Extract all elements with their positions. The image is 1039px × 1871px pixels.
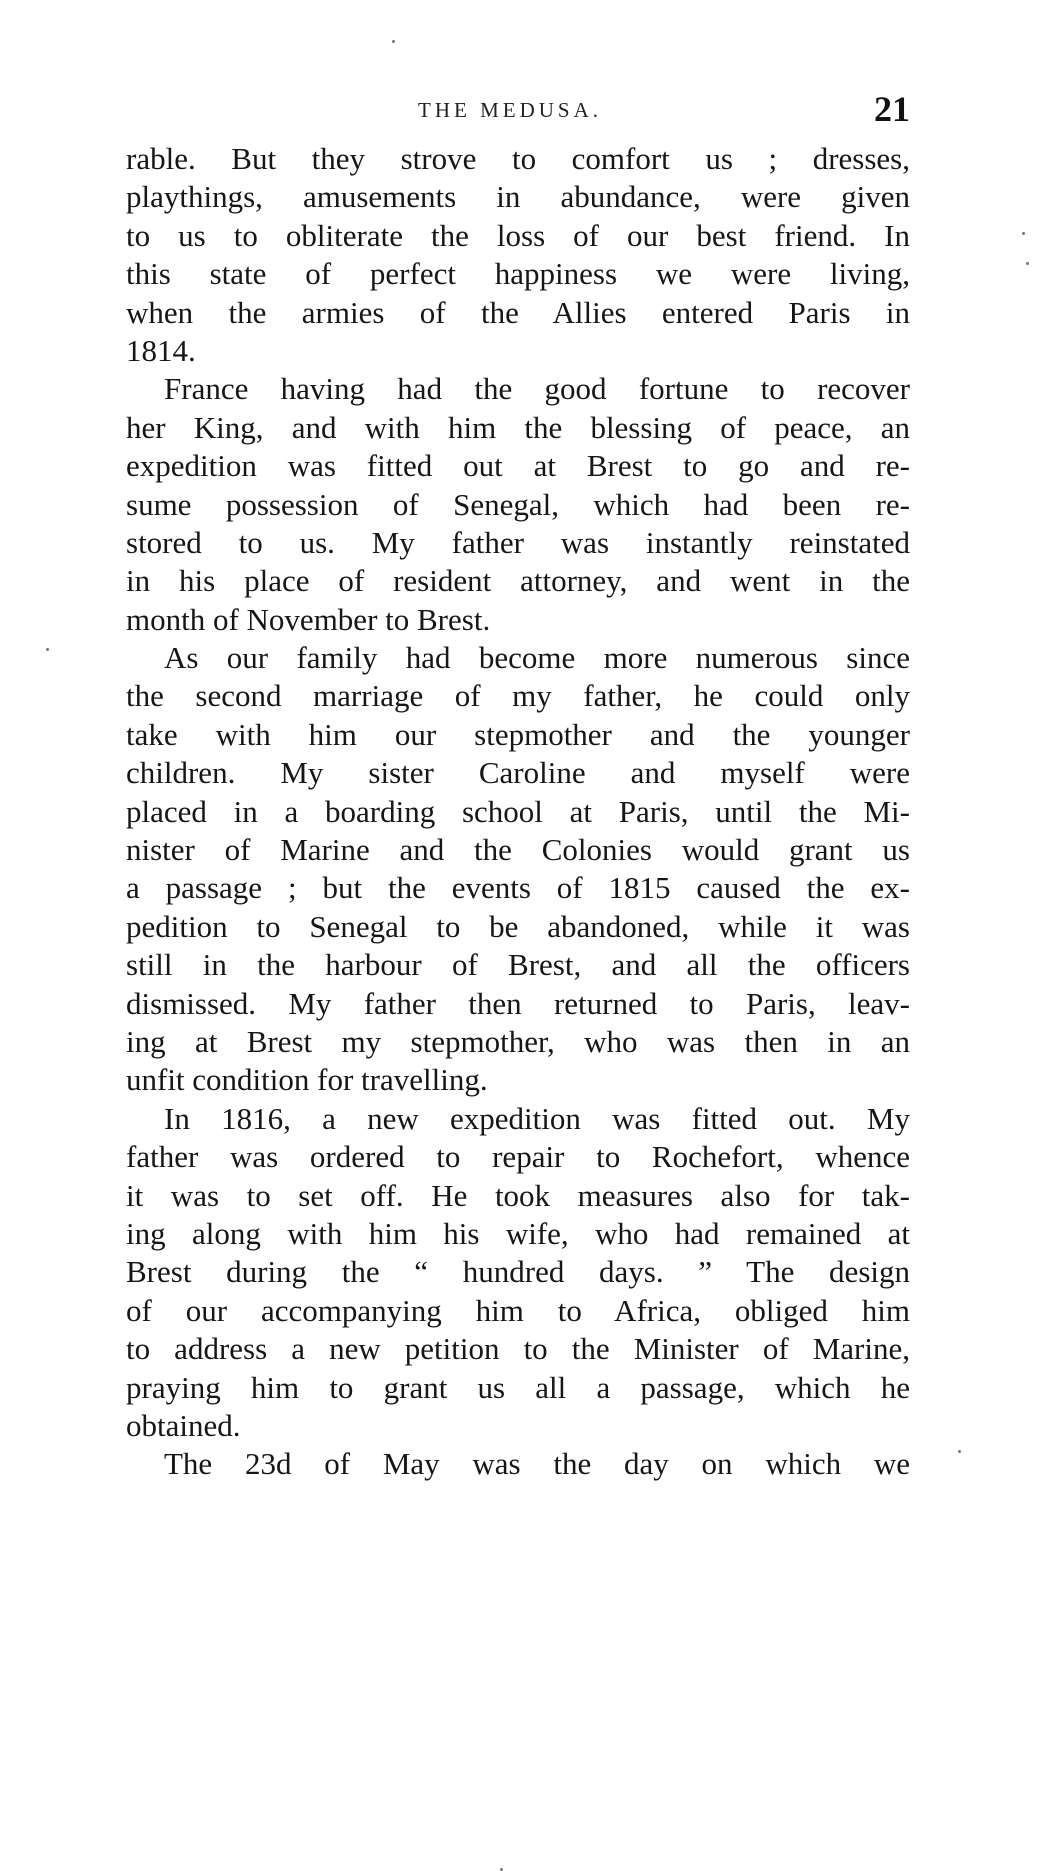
text-line: France having had the good fortune to recover [164,371,910,407]
text-line: As our family had become more numerous since [164,640,910,676]
paragraph-3 [126,639,910,1100]
text-line: The 23d of May was the day on which we [164,1446,910,1482]
text-line: a passage ; but the events of 1815 caused the ex- [126,870,910,906]
text-line: when the armies of the Allies entered Paris in [126,294,910,330]
text-line: obtained. [126,1407,241,1443]
text-line: in his place of resident attorney, and went in the [126,563,910,599]
text-line: rable. But they strove to comfort us ; dresses, [126,141,910,176]
text-line: playthings, amusements in abundance, were given [126,179,910,215]
text-line: nister of Marine and the Colonies would grant us [126,832,910,868]
text-line: pedition to Senegal to be abandoned, while it was [126,908,910,944]
text-line: of our accompanying him to Africa, obliged him [126,1292,910,1328]
text-line: it was to set off. He took measures also for tak- [126,1177,910,1213]
text-line: to address a new petition to the Minister of Marine, [126,1331,910,1367]
scan-speck [1022,232,1025,235]
running-head [118,89,910,132]
paragraph-2 [126,370,910,639]
text-line: ing at Brest my stepmother, who was then in an [126,1023,910,1059]
text-line: expedition was fitted out at Brest to go and re- [126,448,910,484]
text-line: month of November to Brest. [126,601,491,637]
text-line: this state of perfect happiness we were living, [126,256,910,292]
text-line: sume possession of Senegal, which had been re- [126,486,910,522]
text-line: praying him to grant us all a passage, which he [126,1369,910,1405]
scan-speck [46,648,49,651]
running-title: THE MEDUSA. [418,98,602,122]
text-line: dismissed. My father then returned to Paris, leav- [126,985,910,1021]
text-line: 1814. [126,332,196,368]
text-line: ing along with him his wife, who had remained at [126,1215,910,1251]
paragraph-5 [126,1445,910,1483]
scan-speck [1026,262,1029,265]
text-line: Brest during the “ hundred days. ” The design [126,1254,910,1290]
paragraph-1 [126,140,910,370]
text-line: the second marriage of my father, he could only [126,678,910,714]
text-line: her King, and with him the blessing of peace, an [126,409,910,445]
text-line: children. My sister Caroline and myself were [126,755,910,791]
text-line: placed in a boarding school at Paris, until the Mi- [126,793,910,829]
text-line: take with him our stepmother and the younger [126,716,910,752]
text-line: In 1816, a new expedition was fitted out. My [164,1100,910,1136]
page-number: 21 [874,89,910,129]
text-line: unfit condition for travelling. [126,1062,488,1098]
scan-speck [392,40,395,43]
text-line: stored to us. My father was instantly reinstated [126,524,910,560]
paragraph-4 [126,1100,910,1446]
text-line: to us to obliterate the loss of our best friend. In [126,217,910,253]
scan-speck [958,1450,961,1453]
text-line: still in the harbour of Brest, and all the officers [126,947,910,983]
body-text [126,140,910,1484]
text-line: father was ordered to repair to Rochefort, whence [126,1139,910,1175]
